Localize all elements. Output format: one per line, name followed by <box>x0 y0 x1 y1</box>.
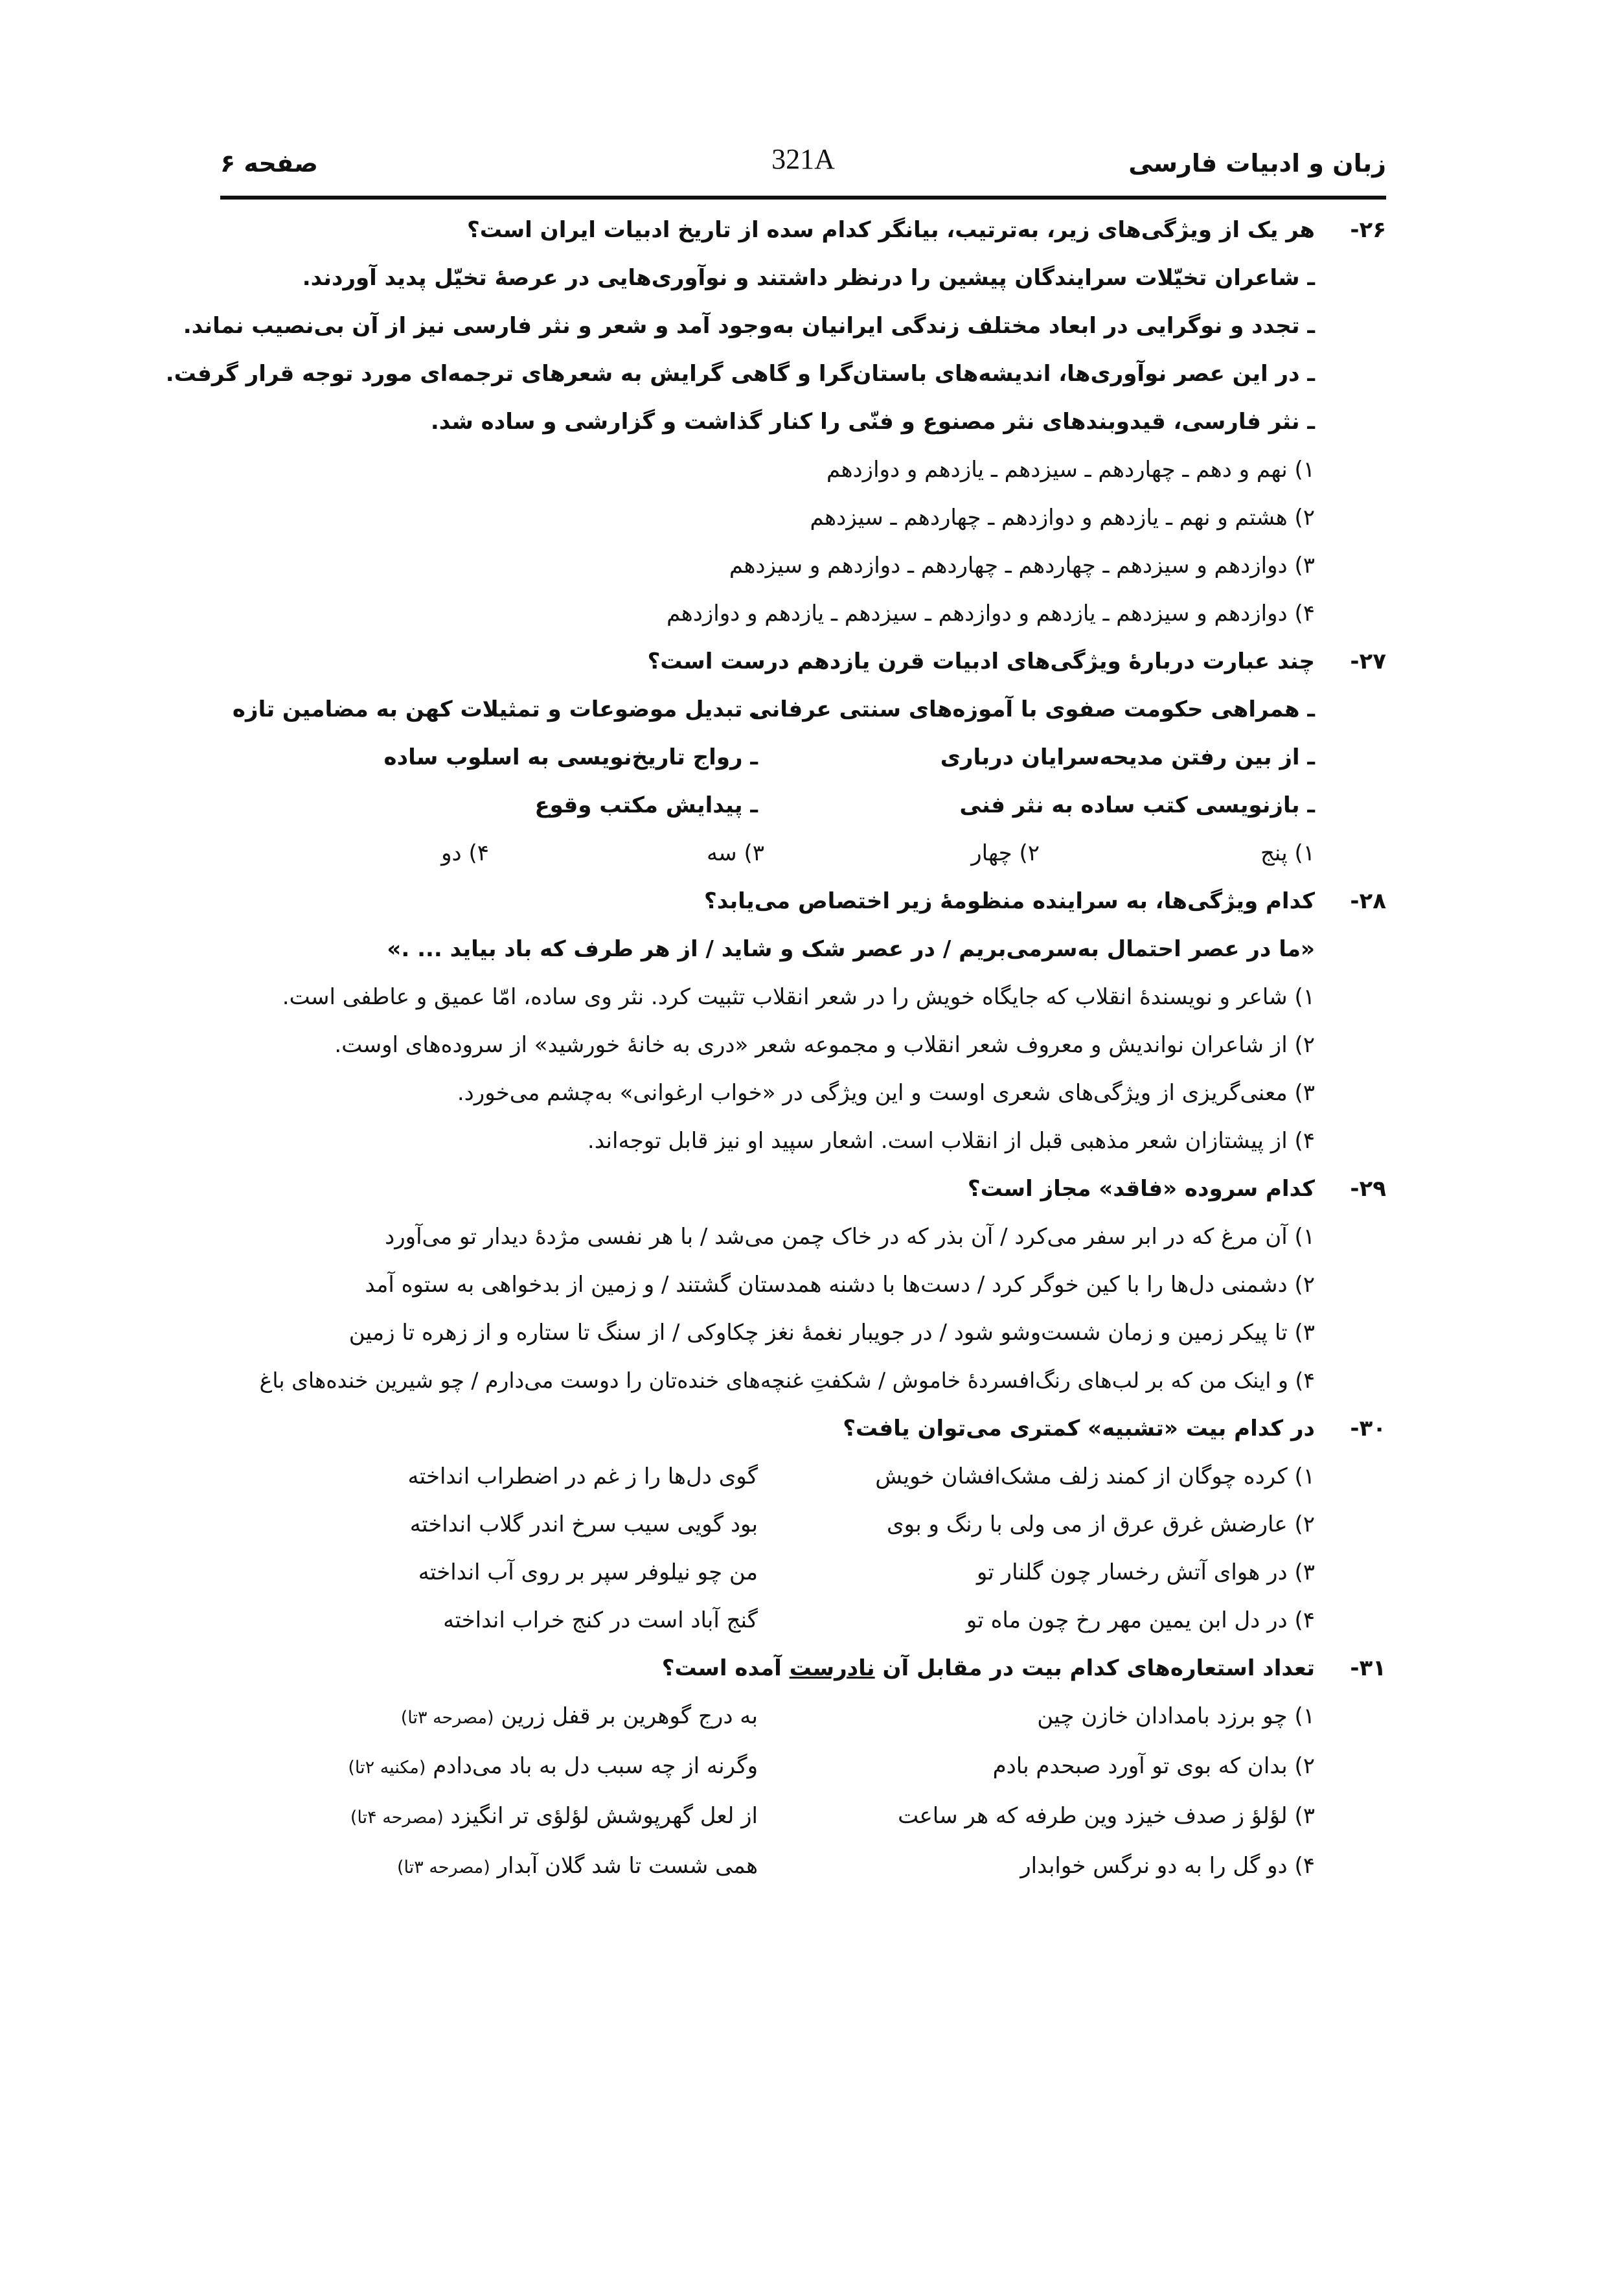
question-number: ۳۰- <box>1350 1416 1386 1441</box>
page-header <box>220 143 1386 188</box>
page-number: صفحه ۶ <box>220 149 318 178</box>
statement-row <box>220 789 1386 821</box>
statement: ـ نثر فارسی، قیدوبندهای نثر مصنوع و فنّی را کنار گذاشت و گزارشی و ساده شد. <box>430 409 1315 435</box>
question-text: کدام ویژگی‌ها، به سراینده منظومهٔ زیر اختصاص می‌یابد؟ <box>704 888 1315 914</box>
answer-option[interactable]: ۱) شاعر و نویسندهٔ انقلاب که جایگاه خویش را در شعر انقلاب تثبیت کرد. نثر وی ساده، امّا عمیق و عاطفی است. <box>282 984 1315 1010</box>
verse-hemistich-2: گوی دل‌ها را ز غم در اضطراب انداخته <box>407 1464 758 1489</box>
answer-option[interactable]: ۲) هشتم و نهم ـ یازدهم و دوازدهم ـ چهاردهم ـ سیزدهم <box>810 505 1315 531</box>
answer-option[interactable] <box>220 1700 1386 1734</box>
answer-option[interactable]: ۱) آن مرغ که در ابر سفر می‌کرد / آن بذر که در خاک چمن می‌شد / با هر نفسی مژدهٔ دیدار تو می‌آورد <box>385 1224 1315 1250</box>
subject-title: زبان و ادبیات فارسی <box>1128 149 1386 178</box>
verse-hemistich-1: ۳) لؤلؤ ز صدف خیزد وین طرفه که هر ساعت <box>898 1803 1315 1829</box>
verse-hemistich-2: به درج گوهرین بر قفل زرین (مصرحه ۳تا) <box>400 1703 758 1729</box>
question-text: هر یک از ویژگی‌های زیر، به‌ترتیب، بیانگر کدام سده از تاریخ ادبیات ایران است؟ <box>467 217 1315 243</box>
verse-hemistich-2: بود گویی سیب سرخ اندر گلاب انداخته <box>409 1511 758 1537</box>
answer-option[interactable]: ۴) دو <box>441 840 489 866</box>
statement: ـ بازنویسی کتب ساده به نثر فنی <box>959 792 1315 818</box>
question-number: ۳۱- <box>1350 1655 1386 1681</box>
metaphor-count-note: (مصرحه ۳تا) <box>396 1857 490 1877</box>
question-number: ۲۹- <box>1350 1176 1386 1202</box>
question-number: ۲۷- <box>1350 649 1386 674</box>
answer-option[interactable]: ۲) چهار <box>971 840 1040 866</box>
question-31 <box>220 1652 1386 1684</box>
verse-hemistich-1: ۲) عارضش غرق عرق از می ولی با رنگ و بوی <box>887 1511 1315 1537</box>
statement-row <box>220 741 1386 774</box>
answer-option[interactable] <box>220 1850 1386 1884</box>
question-text: تعداد استعاره‌های کدام بیت در مقابل آن نادرست آمده است؟ <box>661 1655 1315 1681</box>
verse-hemistich-1: ۳) در هوای آتش رخسار چون گلنار تو <box>976 1559 1315 1585</box>
answer-option[interactable]: ۱) پنج <box>1260 840 1315 866</box>
verse-hemistich-2: از لعل گهرپوشش لؤلؤی تر انگیزد (مصرحه ۴تا) <box>350 1803 758 1829</box>
question-27 <box>220 645 1386 678</box>
underlined-word: نادرست <box>789 1655 875 1681</box>
question-number: ۲۸- <box>1350 888 1386 914</box>
metaphor-count-note: (مکنیه ۲تا) <box>348 1758 426 1778</box>
answer-option[interactable]: ۲) از شاعران نواندیش و معروف شعر انقلاب و مجموعه شعر «دری به خانهٔ خورشید» از سروده‌های اوست. <box>334 1032 1315 1058</box>
verse-hemistich-1: ۴) در دل ابن یمین مهر رخ چون ماه تو <box>966 1607 1315 1633</box>
header-divider <box>220 196 1386 200</box>
exam-code: 321A <box>771 143 835 175</box>
statement-row <box>220 693 1386 726</box>
statement: ـ تبدیل موضوعات و تمثیلات کهن به مضامین تازه <box>232 696 758 722</box>
question-30 <box>220 1412 1386 1445</box>
answer-option[interactable]: ۱) نهم و دهم ـ چهاردهم ـ سیزدهم ـ یازدهم و دوازدهم <box>826 457 1315 483</box>
options-row <box>220 837 1386 869</box>
metaphor-count-note: (مصرحه ۴تا) <box>350 1808 444 1828</box>
answer-option[interactable] <box>220 1750 1386 1784</box>
answer-option[interactable]: ۴) از پیشتازان شعر مذهبی قبل از انقلاب است. اشعار سپید او نیز قابل توجه‌اند. <box>587 1128 1315 1154</box>
questions <box>165 214 1386 1900</box>
verse-hemistich-2: همی شست تا شد گلان آبدار (مصرحه ۳تا) <box>396 1853 758 1879</box>
answer-option[interactable] <box>220 1508 1386 1541</box>
metaphor-count-note: (مصرحه ۳تا) <box>400 1708 494 1728</box>
question-text: در کدام بیت «تشبیه» کمتری می‌توان یافت؟ <box>843 1416 1315 1441</box>
statement: ـ از بین رفتن مدیحه‌سرایان درباری <box>940 744 1315 770</box>
exam-page <box>165 0 1386 2296</box>
answer-option[interactable]: ۳) معنی‌گریزی از ویژگی‌های شعری اوست و این ویژگی در «خواب ارغوانی» به‌چشم می‌خورد. <box>457 1080 1315 1106</box>
verse-hemistich-2: من چو نیلوفر سپر بر روی آب انداخته <box>418 1559 758 1585</box>
answer-option[interactable] <box>220 1800 1386 1834</box>
answer-option[interactable]: ۳) سه <box>706 840 764 866</box>
question-28 <box>220 885 1386 917</box>
answer-option[interactable]: ۳) تا پیکر زمین و زمان شست‌وشو شود / در جویبار نغمهٔ نغز چکاوکی / از سنگ تا ستاره و از زهره تا زمین <box>348 1320 1315 1346</box>
statement: ـ در این عصر نوآوری‌ها، اندیشه‌های باستان‌گرا و گاهی گرایش به شعرهای ترجمه‌ای مورد توجه قرار گرفت. <box>165 361 1315 387</box>
verse-hemistich-1: ۲) بدان که بوی تو آورد صبحدم بادم <box>992 1753 1315 1779</box>
answer-option[interactable]: ۴) و اینک من که بر لب‌های رنگ‌افسردهٔ خاموش / شکفتِ غنچه‌های خنده‌تان را دوست می‌دارم / چو شیرین خنده‌های باغ <box>259 1368 1315 1393</box>
answer-option[interactable] <box>220 1556 1386 1589</box>
question-29 <box>220 1173 1386 1205</box>
statement: ـ تجدد و نوگرایی در ابعاد مختلف زندگی ایرانیان به‌وجود آمد و شعر و نثر فارسی نیز از آن بی‌نصیب نماند. <box>183 313 1315 339</box>
verse-hemistich-2: گنج آباد است در کنج خراب انداخته <box>443 1607 758 1633</box>
verse-hemistich-1: ۴) دو گل را به دو نرگس خوابدار <box>1020 1853 1315 1879</box>
statement: ـ شاعران تخیّلات سرایندگان پیشین را درنظر داشتند و نوآوری‌هایی در عرصهٔ تخیّل پدید آوردند. <box>302 265 1315 291</box>
answer-option[interactable] <box>220 1460 1386 1493</box>
poem-quote: «ما در عصر احتمال به‌سرمی‌بریم / در عصر شک و شاید / از هر طرف که باد بیاید ... .» <box>387 936 1315 962</box>
answer-option[interactable]: ۲) دشمنی دل‌ها را با کین خوگر کرد / دست‌ها با دشنه همدستان گشتند / و زمین از بدخواهی به ستوه آمد <box>365 1272 1315 1298</box>
statement: ـ پیدایش مکتب وقوع <box>534 792 758 818</box>
answer-option[interactable]: ۴) دوازدهم و سیزدهم ـ یازدهم و دوازدهم ـ سیزدهم ـ یازدهم و دوازدهم <box>667 601 1315 626</box>
verse-hemistich-1: ۱) کرده چوگان از کمند زلف مشک‌افشان خویش <box>875 1464 1315 1489</box>
question-number: ۲۶- <box>1350 217 1386 243</box>
verse-hemistich-2: وگرنه از چه سبب دل به باد می‌دادم (مکنیه ۲تا) <box>348 1753 758 1779</box>
answer-option[interactable]: ۳) دوازدهم و سیزدهم ـ چهاردهم ـ چهاردهم ـ دوازدهم و سیزدهم <box>729 553 1315 579</box>
question-text: کدام سروده «فاقد» مجاز است؟ <box>967 1176 1315 1202</box>
question-text: چند عبارت دربارهٔ ویژگی‌های ادبیات قرن یازدهم درست است؟ <box>647 649 1315 674</box>
statement: ـ همراهی حکومت صفوی با آموزه‌های سنتی عرفانی <box>749 696 1315 722</box>
question-26 <box>220 214 1386 246</box>
statement: ـ رواج تاریخ‌نویسی به اسلوب ساده <box>383 744 758 770</box>
answer-option[interactable] <box>220 1604 1386 1636</box>
verse-hemistich-1: ۱) چو برزد بامدادان خازن چین <box>1037 1703 1315 1729</box>
